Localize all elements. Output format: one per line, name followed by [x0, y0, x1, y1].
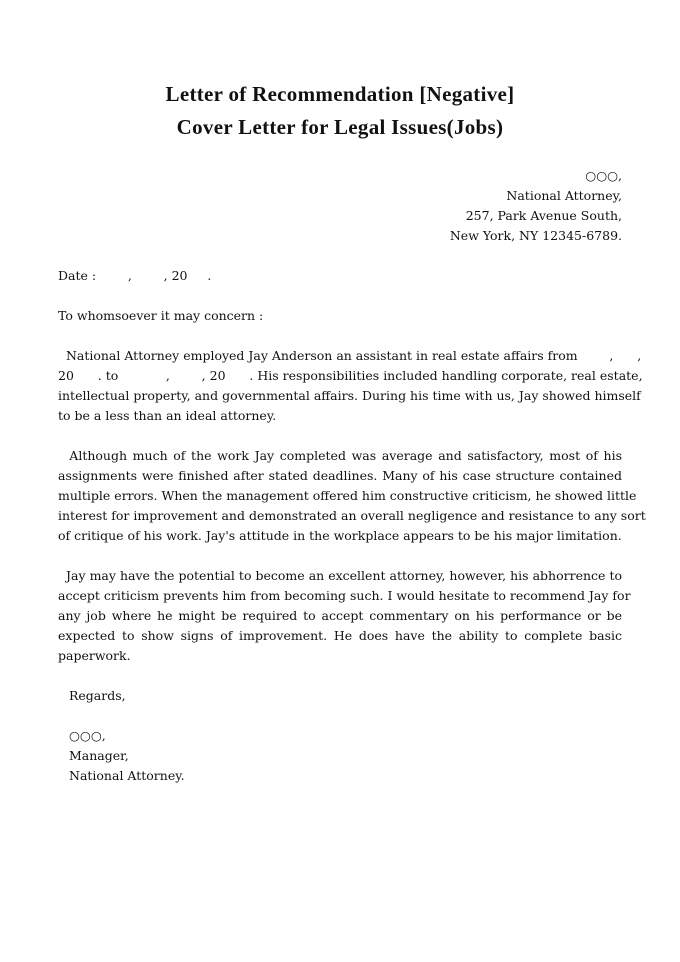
paragraph-2 [58, 446, 646, 546]
paragraph-line: any job where he might be required to accept commentary on his performance or be [58, 608, 622, 623]
address-line: New York, NY 12345-6789. [449, 228, 622, 243]
paragraph-line: interest for improvement and demonstrated an overall negligence and resistance to any sort [58, 508, 646, 523]
signature-block [69, 686, 185, 786]
sender-address [450, 166, 622, 246]
paragraph-line: of critique of his work. Jay's attitude in the workplace appears to be his major limitation. [58, 528, 622, 543]
address-line: ○○○, [585, 168, 622, 183]
document-title: Letter of Recommendation [Negative] [165, 82, 515, 106]
signature-company: National Attorney. [69, 768, 185, 783]
paragraph-line: 20 . to , , 20 . His responsibilities included handling corporate, real estate, [58, 368, 643, 383]
paragraph-line: assignments were finished after stated deadlines. Many of his case structure contained [58, 468, 622, 483]
paragraph-line: intellectual property, and governmental affairs. During his time with us, Jay showed himself [58, 388, 641, 403]
salutation: To whomsoever it may concern : [58, 308, 264, 323]
paragraph-line: to be a less than an ideal attorney. [58, 408, 277, 423]
paragraph-1 [58, 346, 643, 426]
paragraph-line: Jay may have the potential to become an excellent attorney, however, his abhorrence to [58, 568, 622, 583]
paragraph-line: multiple errors. When the management offered him constructive criticism, he showed little [58, 488, 637, 503]
paragraph-line: paperwork. [58, 648, 131, 663]
address-line: National Attorney, [506, 188, 622, 203]
closing: Regards, [69, 688, 126, 703]
paragraph-3 [58, 566, 631, 666]
address-line: 257, Park Avenue South, [465, 208, 622, 223]
document-subtitle: Cover Letter for Legal Issues(Jobs) [176, 115, 504, 139]
date-line: Date : , , 20 . [58, 268, 212, 283]
signature-name: ○○○, [69, 728, 106, 743]
signature-title: Manager, [69, 748, 129, 763]
paragraph-line: National Attorney employed Jay Anderson an assistant in real estate affairs from , , [58, 348, 642, 363]
paragraph-line: expected to show signs of improvement. He does have the ability to complete basic [58, 628, 622, 643]
paragraph-line: Although much of the work Jay completed was average and satisfactory, most of his [58, 448, 622, 463]
paragraph-line: accept criticism prevents him from becoming such. I would hesitate to recommend Jay for [58, 588, 631, 603]
